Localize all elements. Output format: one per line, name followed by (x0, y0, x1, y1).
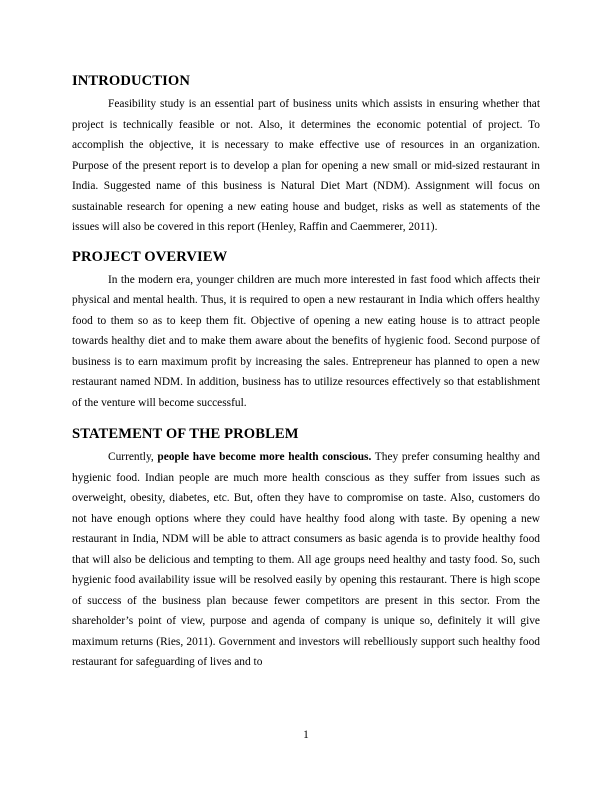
statement-of-problem-heading: STATEMENT OF THE PROBLEM (72, 426, 299, 442)
introduction-section (72, 72, 540, 238)
introduction-paragraph: Feasibility study is an essential part of business units which assists in ensuring whether that project is technically feasible or not. Also, it determines the economic potential of project. To accomplish the objective, it is necessary to make effective use of resources in an organization. Purpose of the present report is to develop a plan for opening a new small or mid-sized restaurant in India. Suggested name of this business is Natural Diet Mart (NDM). Assignment will focus on sustainable research for opening a new eating house and budget, risks as well as statements of the issues will also be covered in this report (Henley, Raffin and Caemmerer, 2011). (72, 98, 540, 233)
statement-body-text: They prefer consuming healthy and hygienic food. Indian people are much more health conscious as they suffer from issues such as overweight, obesity, diabetes, etc. But, often they have to compromise on taste. Also, customers do not have enough options where they could have healthy food along with taste. By opening a new restaurant in India, NDM will be able to attract consumers as basic agenda is to provide healthy food that will also be delicious and tempting to them. All age groups need healthy and tasty food. So, such hygienic food availability issue will be resolved easily by opening this restaurant. There is high scope of success of the business plan because fewer competitors are present in this sector. From the shareholder’s point of view, purpose and agenda of company is unique so, definitely it will give maximum returns (Ries, 2011). Government and investors will rebelliously support such healthy food restaurant for safeguarding of lives and to (72, 451, 540, 668)
statement-bold-phrase: people have become more health conscious. (157, 451, 372, 463)
project-overview-heading: PROJECT OVERVIEW (72, 248, 228, 265)
statement-lead-text: Currently, (108, 451, 158, 463)
project-overview-paragraph: In the modern era, younger children are much more interested in fast food which affects their physical and mental health. Thus, it is required to open a new restaurant in India which offers healthy food to them so as to keep them fit. Objective of opening a new eating house is to attract people towards healthy diet and to make them aware about the benefits of hygienic food. Second purpose of business is to earn maximum profit by increasing the sales. Entrepreneur has planned to open a new restaurant named NDM. In addition, business has to utilize resources effectively so that establishment of the venture will become successful. (72, 273, 540, 409)
project-overview-section (72, 248, 540, 414)
introduction-heading: INTRODUCTION (72, 73, 190, 89)
statement-of-problem-paragraph (72, 447, 540, 673)
page-number: 1 (303, 729, 309, 741)
statement-of-problem-section (72, 425, 540, 673)
document-page (72, 72, 540, 673)
